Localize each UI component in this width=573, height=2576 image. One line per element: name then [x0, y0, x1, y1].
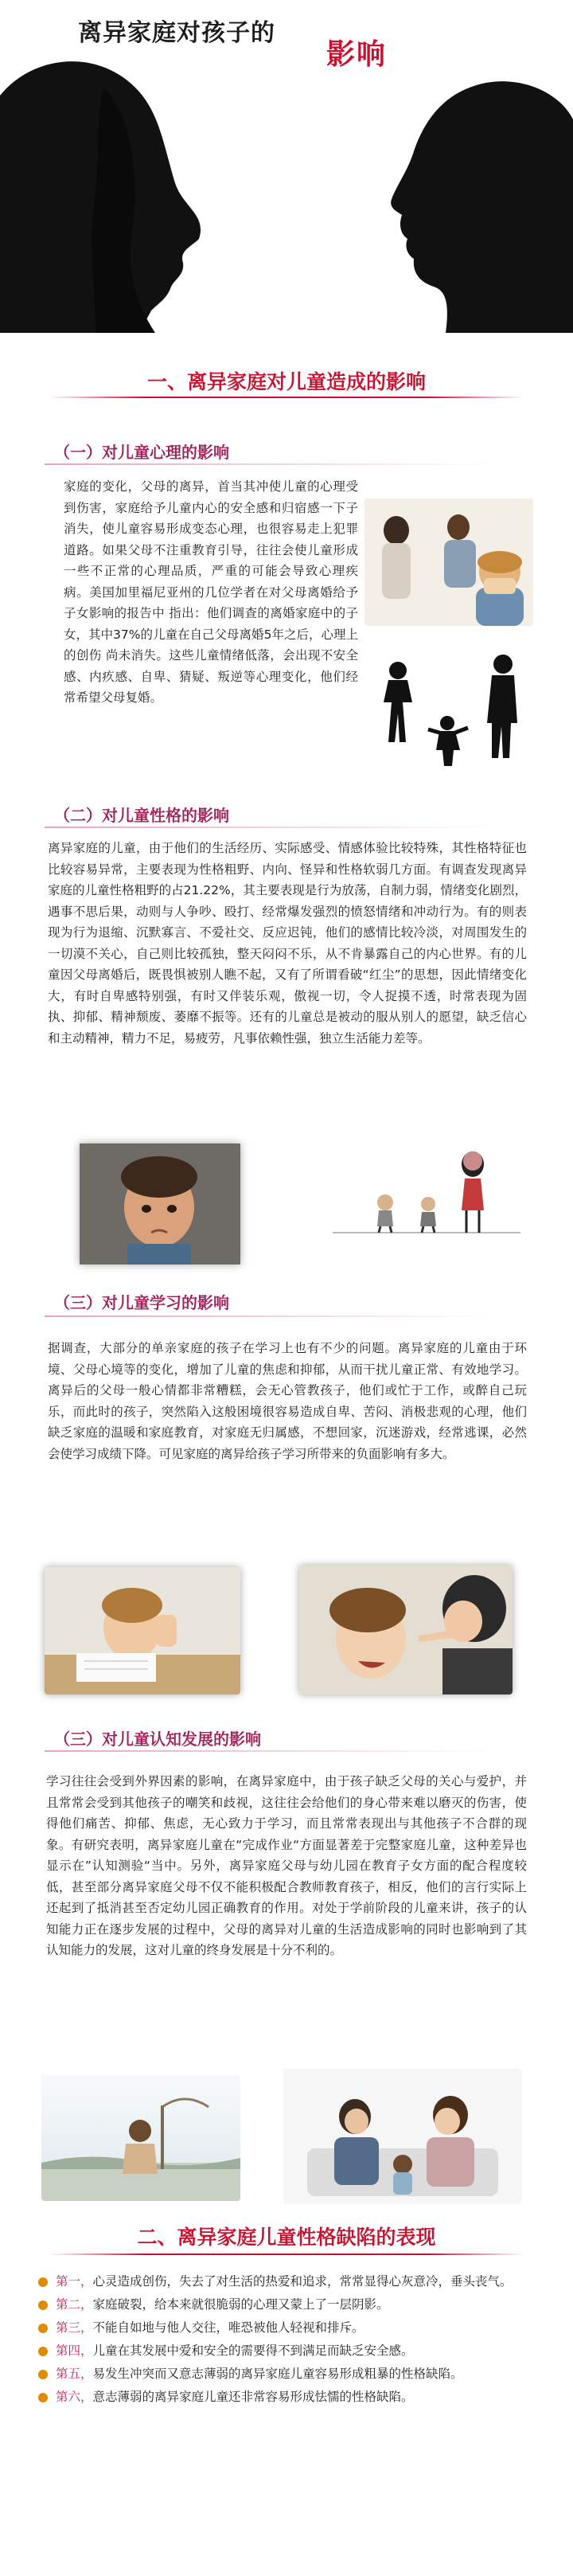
hero-title-accent: 影响 [326, 37, 388, 71]
list-item [35, 2317, 544, 2339]
bullet-dot-icon [38, 2370, 48, 2379]
item-text: 家庭破裂，给本来就很脆弱的心理又蒙上了一层阴影。 [92, 2297, 389, 2312]
list-item [35, 2294, 544, 2316]
list-item [35, 2386, 544, 2408]
paragraph-study: 据调查，大部分的单亲家庭的孩子在学习上也有不少的问题。离异家庭的儿童由于环境、父母心境等的变化，增加了儿童的焦虑和抑郁，从而干扰儿童正常、有效地学习。离异后的父母一般心情都非常糟糕，会无心管教孩子，他们或忙于工作，或醉自己玩乐，而此时的孩子，突然陷入这般困境很容易造成自卑、苦闷、消极悲观的心理，他们缺乏家庭的温暖和家庭教育，对家庭无归属感，不想回家，沉迷游戏，经常逃课，必然会使学习成绩下降。可见家庭的离异给孩子学习所带来的负面影响有多大。 [48, 1341, 527, 1461]
item-number: 第五， [56, 2367, 93, 2381]
subheading-underline [45, 1750, 490, 1752]
subheading-personality: （二）对儿童性格的影响 [54, 806, 229, 825]
paragraph-cognition: 学习往往会受到外界因素的影响，在离异家庭中，由于孩子缺乏父母的关心与爱护，并且常常会受到其他孩子的嘲笑和歧视，这往往会给他们的身心带来难以磨灭的伤害，使得他们痛苦、抑郁、焦虑，无心致力于学习，而且常常表现出与其他孩子不合群的现象。有研究表明，离异家庭儿童在“完成作业“方面显著差于完整家庭儿童，这种差异也显示在”认知测验“当中。另外，离异家庭父母与幼儿园在教育子女方面的配合程度较低，甚至部分离异家庭父母不仅不能积极配合教师教育孩子，相反，他们的言行实际上还起到了抵消甚至否定幼儿园正确教育的作用。对处于学前阶段的儿童来讲，孩子的认知能力正在逐步发展的过程中，父母的离异对儿童的生活造成影响的同时也影响到了其认知能力的发展，这对儿童的终身发展是十分不利的。 [46, 1774, 527, 1957]
bullet-dot-icon [38, 2300, 48, 2310]
photo-couple-argue [283, 2069, 522, 2204]
item-number: 第三， [56, 2320, 93, 2335]
bullet-dot-icon [38, 2393, 48, 2402]
hero-title: 离异家庭对孩子的 [78, 19, 275, 47]
photo-sad-child [80, 1143, 240, 1265]
paragraph-personality: 离异家庭的儿童，由于他们的生活经历、实际感受、情感体验比较特殊，其性格特征也比较容易异常，主要表现为性格粗野、内向、怪异和性格软弱几方面。有调查发现离异家庭的儿童性格粗野的占21.22%，其主要表现是行为放荡，自制力弱，情绪变化剧烈，遇事不思后果，动则与人争吵、殴打、经常爆发强烈的愤怒情绪和冲动行为。有的则表现为行为退缩、沉默寡言、不爱社交、反应迟钝，他们的感情比较冷淡，对周围发生的一切漠不关心，自己则比较孤独，整天闷闷不乐，从不肯暴露自己的内心世界。有的儿童因父母离婚后，既畏惧被别人瞧不起，又有了所谓看破“红尘”的思想，因此情绪变化大，有时自卑感特别强，有时又伴装乐观，傲视一切，令人捉摸不透，时常表现为固执、抑郁、精神颓废、萎靡不振等。还有的儿童总是被动的服从别人的愿望，缺乏信心和主动精神，精力不足，易疲劳，凡事依赖性强，独立生活能力差等。 [48, 841, 527, 1046]
subheading-psychology: （一）对儿童心理的影响 [54, 443, 229, 462]
hero-banner [0, 0, 573, 333]
photo-child-alone [41, 2075, 240, 2201]
bullet-dot-icon [38, 2277, 48, 2287]
item-number: 第一， [56, 2274, 93, 2289]
photo-scolding [299, 1566, 513, 1695]
subheading-underline [45, 827, 490, 828]
item-text: 意志薄弱的离异家庭儿童还非常容易形成怯懦的性格缺陷。 [92, 2390, 414, 2404]
subheading-underline [45, 1315, 490, 1317]
section-title: 二、离异家庭儿童性格缺陷的表现 [137, 2226, 436, 2249]
section-heading-2 [0, 2222, 573, 2250]
hero-silhouettes [0, 0, 573, 333]
item-number: 第二， [56, 2297, 93, 2312]
subheading-study: （三）对儿童学习的影响 [54, 1293, 229, 1312]
photo-child-studying [45, 1567, 240, 1695]
man-silhouette [391, 81, 573, 333]
list-item [35, 2271, 544, 2293]
list-item [35, 2340, 544, 2362]
bullet-dot-icon [38, 2347, 48, 2356]
item-text: 易发生冲突而又意志薄弱的离异家庭儿童容易形成粗暴的性格缺陷。 [92, 2367, 463, 2381]
section-heading-1 [0, 366, 573, 395]
item-text: 不能自如地与他人交往，唯恐被他人轻视和排斥。 [92, 2320, 364, 2335]
bullet-dot-icon [38, 2324, 48, 2333]
section-title: 一、离异家庭对儿童造成的影响 [146, 370, 426, 393]
subheading-cognition: （三）对儿童认知发展的影响 [54, 1730, 261, 1749]
item-text: 儿童在其发展中爱和安全的需要得不到满足而缺乏安全感。 [92, 2343, 414, 2358]
photo-silhouette-family [380, 647, 524, 766]
item-number: 第六， [56, 2390, 93, 2404]
defects-list [35, 2271, 544, 2410]
paragraph-psychology: 家庭的变化，父母的离异，首当其冲使儿童的心理受到伤害，家庭给予儿童内心的安全感和归宿感一下子消失，使儿童容易形成变态心理，也很容易走上犯罪道路。如果父母不注重教育引导，往往会使儿童形成一些不正常的心理品质，严重的可能会导致心理疾病。美国加里福尼亚州的几位学者在对父母离婚给予子女影响的报告中 指出：他们调查的离婚家庭中的子女，其中37%的儿童在自己父母离婚5年之后，心理上的创伤 尚未消失。这些儿童情绪低落，会出现不安全感、内疚感、自卑、猜疑、叛逆等心理变化，他们经常希望父母复婚。 [64, 479, 358, 705]
photo-family-quarrel [364, 498, 533, 626]
item-text: 心灵造成创伤，失去了对生活的热爱和追求，常常显得心灰意冷，垂头丧气。 [92, 2274, 513, 2289]
photo-stick-figures [333, 1147, 520, 1247]
item-number: 第四， [56, 2343, 93, 2358]
subheading-underline [45, 463, 490, 465]
divider-line [49, 397, 524, 398]
list-item [35, 2363, 544, 2385]
divider-line [49, 2254, 524, 2255]
